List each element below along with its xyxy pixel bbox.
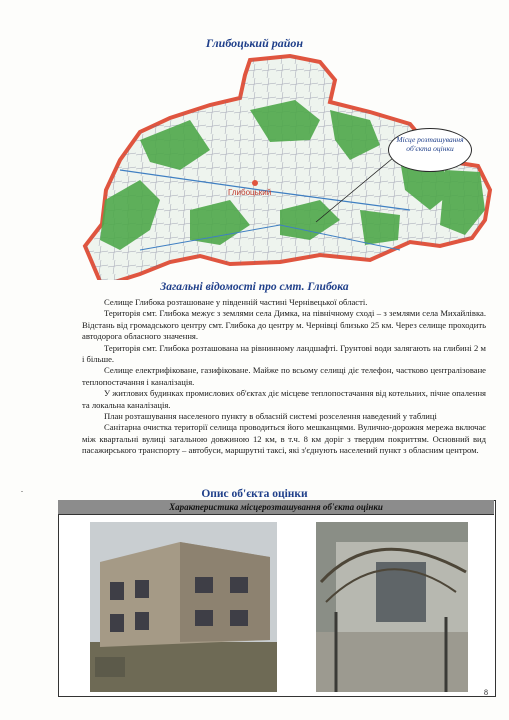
paragraph: Територія смт. Глибока межує з землями села Димка, на північному сході – з землями села Михайлівка. Відстань від громадського центру смт. Глибока до центру м. Чернівці близько 25 км. Через селище проходить автодорога обласного значення. [82, 308, 486, 342]
object-title: Опис об'єкта оцінки [201, 488, 308, 500]
margin-mark: . [21, 485, 23, 494]
paragraph: Санітарна очистка території селища проводиться його мешканцями. Вулично-дорожня мережа включає між квартальні вулиці загальною довжиною 12 км, в т.ч. 8 км доріг з твердим покриттям. Основний вид пасажирського транспорту – автобуси, маршрутні таксі, які з'єднують населений пункт з обласним центром. [82, 422, 486, 456]
location-callout: Місце розташування об'єкта оцінки [388, 128, 472, 172]
center-label: Глибоцький [228, 188, 272, 197]
section-text [82, 297, 486, 457]
paragraph: Селище Глибока розташоване у південній частині Чернівецької області. [104, 297, 368, 307]
paragraph: План розташування населеного пункту в обласній системі розселення наведений у таблиці [104, 411, 437, 422]
paragraph: У житлових будинках промислових об'єктах діє місцеве теплопостачання від котельних, пічне опалення та локальна каналізація. [82, 388, 486, 410]
page-title: Глибоцький район [205, 36, 304, 50]
paragraph: Селище електрифіковане, газифіковане. Майже по всьому селищі діє телефон, частково централізоване теплопостачання і каналізація. [82, 365, 486, 387]
section-title: Загальні відомості про смт. Глибока [160, 281, 349, 293]
paragraph: Територія смт. Глибока розташована на рівнинному ландшафті. Грунтові води залягають на глибині 2 м і більше. [82, 342, 486, 365]
yard-photo [316, 522, 468, 692]
photo-table-caption: Характеристика місцерозташування об'єкта оцінки [58, 500, 494, 515]
page-number: 8 [484, 688, 488, 697]
building-photo [90, 522, 277, 692]
